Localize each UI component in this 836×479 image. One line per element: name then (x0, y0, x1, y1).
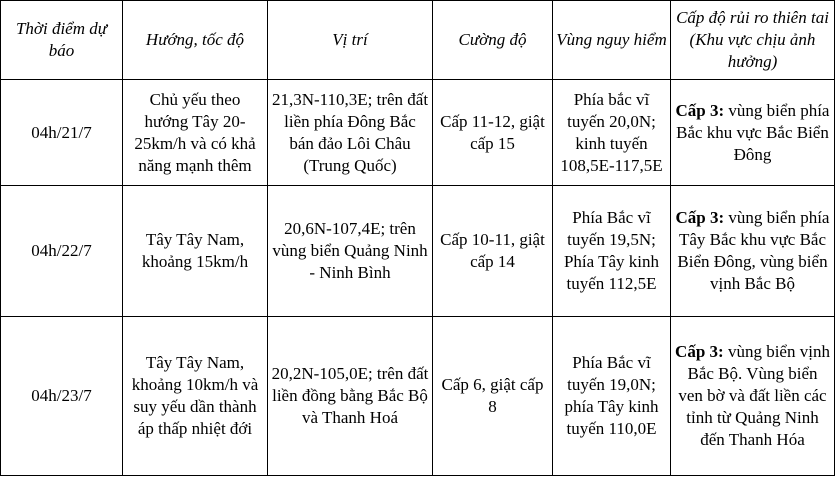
cell-position: 20,6N-107,4E; trên vùng biển Quảng Ninh - Ninh Bình (268, 186, 433, 317)
cell-position: 20,2N-105,0E; trên đất liền đồng bằng Bắc Bộ và Thanh Hoá (268, 317, 433, 476)
cell-time: 04h/21/7 (1, 80, 123, 186)
risk-level-label: Cấp 3: (675, 208, 725, 227)
cell-risk (671, 186, 835, 317)
risk-area-text: vùng biển phía Bắc khu vực Bắc Biển Đông (676, 100, 830, 164)
cell-direction: Tây Tây Nam, khoảng 15km/h (123, 186, 268, 317)
risk-area-text: vùng biển vịnh Bắc Bộ. Vùng biển ven bờ và đất liền các tỉnh từ Quảng Ninh đến Thanh Hóa (678, 342, 830, 449)
cell-risk (671, 317, 835, 476)
cell-time: 04h/23/7 (1, 317, 123, 476)
header-danger-zone: Vùng nguy hiểm (553, 1, 671, 80)
risk-level-label: Cấp 3: (675, 100, 725, 120)
cell-direction: Tây Tây Nam, khoảng 10km/h và suy yếu dần thành áp thấp nhiệt đới (123, 317, 268, 476)
header-risk-level: Cấp độ rủi ro thiên tai (Khu vực chịu ảnh hưởng) (671, 1, 835, 80)
cell-position: 21,3N-110,3E; trên đất liền phía Đông Bắc bán đảo Lôi Châu (Trung Quốc) (268, 80, 433, 186)
table-row (1, 317, 835, 476)
cell-time: 04h/22/7 (1, 186, 123, 317)
cell-risk (671, 80, 835, 186)
table-row (1, 186, 835, 317)
table-row (1, 80, 835, 186)
risk-level-label: Cấp 3: (675, 342, 724, 361)
cell-danger-zone: Phía Bắc vĩ tuyến 19,0N; phía Tây kinh tuyến 110,0E (553, 317, 671, 476)
header-intensity: Cường độ (433, 1, 553, 80)
cell-direction: Chủ yếu theo hướng Tây 20-25km/h và có khả năng mạnh thêm (123, 80, 268, 186)
risk-area-text: vùng biển phía Tây Bắc khu vực Bắc Biển Đông, vùng biển vịnh Bắc Bộ (677, 208, 830, 293)
header-position: Vị trí (268, 1, 433, 80)
cell-intensity: Cấp 6, giật cấp 8 (433, 317, 553, 476)
cell-danger-zone: Phía bắc vĩ tuyến 20,0N; kinh tuyến 108,5E-117,5E (553, 80, 671, 186)
header-forecast-time: Thời điểm dự báo (1, 1, 123, 80)
header-direction-speed: Hướng, tốc độ (123, 1, 268, 80)
cell-intensity: Cấp 10-11, giật cấp 14 (433, 186, 553, 317)
cell-danger-zone: Phía Bắc vĩ tuyến 19,5N; Phía Tây kinh tuyến 112,5E (553, 186, 671, 317)
cell-intensity: Cấp 11-12, giật cấp 15 (433, 80, 553, 186)
table-header-row (1, 1, 835, 80)
